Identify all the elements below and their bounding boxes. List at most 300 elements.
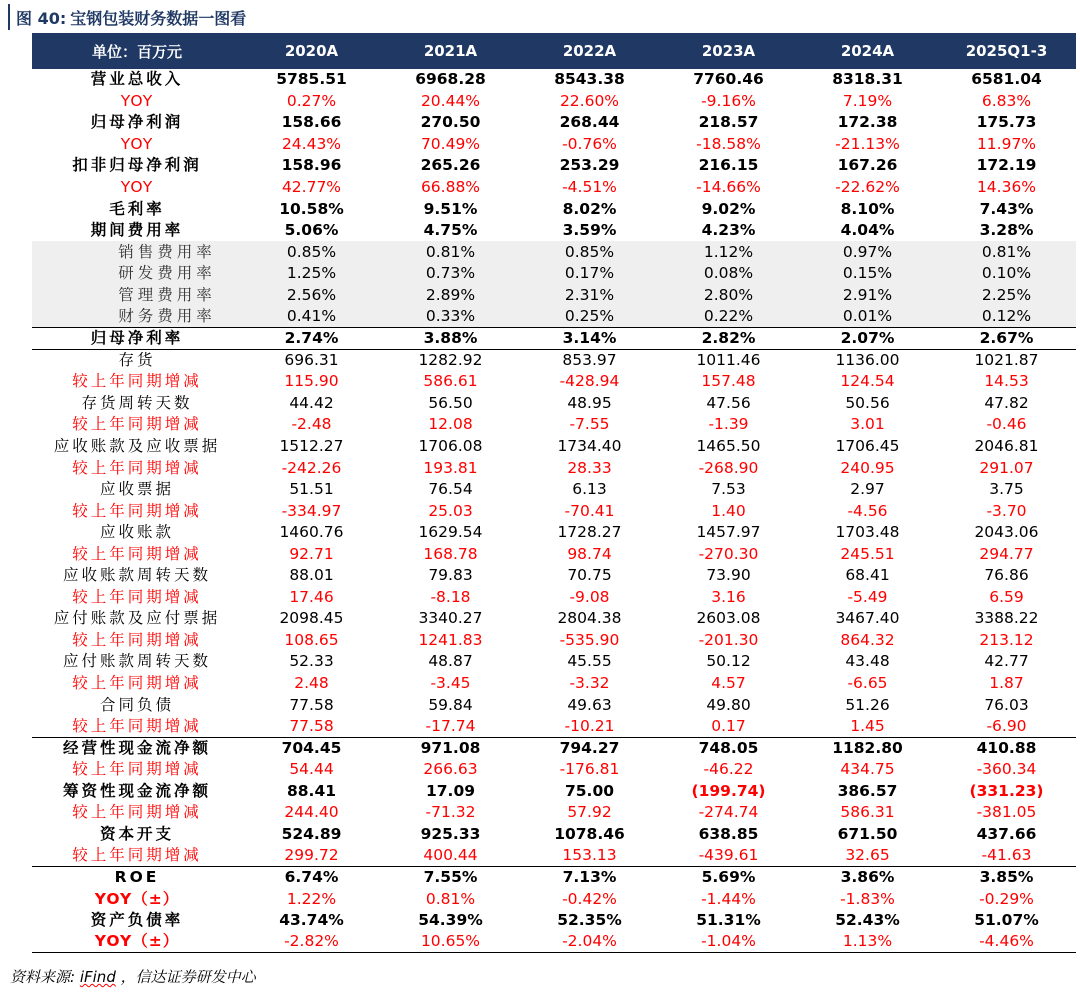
- cell-value: 434.75: [840, 760, 895, 779]
- header-2025q1-3: 2025Q1-3: [965, 42, 1048, 60]
- cell-value: 3.16: [711, 587, 746, 606]
- cell-value: 244.40: [284, 803, 339, 822]
- row-label: 较上年同期增减: [72, 630, 202, 649]
- table-row: [32, 177, 1076, 199]
- cell-value: 266.63: [423, 760, 478, 779]
- cell-value: 158.96: [281, 156, 342, 175]
- table-row: [32, 824, 1076, 846]
- cell-value: -21.13%: [835, 134, 900, 153]
- table-row: [32, 867, 1076, 889]
- row-label: 资本开支: [99, 824, 174, 843]
- row-label: ROE: [114, 868, 160, 887]
- cell-value: -7.55: [569, 415, 610, 434]
- cell-value: 437.66: [976, 824, 1037, 843]
- cell-value: 1460.76: [279, 523, 344, 542]
- cell-value: -4.51%: [562, 178, 617, 196]
- cell-value: 157.48: [701, 372, 756, 391]
- cell-value: 671.50: [837, 824, 898, 843]
- cell-value: 56.50: [428, 393, 473, 412]
- cell-value: 79.83: [428, 566, 473, 585]
- cell-value: 3.75: [989, 480, 1024, 499]
- cell-value: 167.26: [837, 156, 898, 175]
- cell-value: 168.78: [423, 544, 478, 563]
- table-row: [32, 134, 1076, 156]
- cell-value: 48.95: [567, 393, 612, 412]
- cell-value: 50.56: [845, 393, 890, 412]
- cell-value: 76.54: [428, 480, 473, 499]
- table-row: [32, 759, 1076, 781]
- row-label: 资产负债率: [90, 911, 184, 930]
- row-label: 存货: [118, 351, 156, 370]
- cell-value: 971.08: [420, 738, 481, 757]
- cell-value: 216.15: [698, 156, 759, 175]
- cell-value: -3.32: [569, 674, 610, 693]
- cell-value: 291.07: [979, 458, 1034, 477]
- cell-value: 75.00: [564, 781, 615, 800]
- cell-value: 3.88%: [381, 328, 520, 350]
- cell-value: 925.33: [420, 824, 481, 843]
- cell-value: 2046.81: [974, 437, 1039, 456]
- row-label: 销售费用率: [32, 241, 242, 263]
- cell-value: 696.31: [284, 351, 339, 370]
- cell-value: 2.97: [850, 480, 885, 499]
- cell-value: -2.04%: [520, 931, 659, 953]
- cell-value: 0.12%: [937, 306, 1076, 328]
- cell-value: 6.74%: [284, 868, 339, 887]
- table-row: [32, 350, 1076, 372]
- cell-value: 0.22%: [659, 306, 798, 328]
- cell-value: 3467.40: [835, 609, 900, 628]
- cell-value: -0.42%: [562, 889, 617, 908]
- cell-value: -3.70: [986, 501, 1027, 520]
- table-row: [32, 910, 1076, 932]
- table-row: [32, 198, 1076, 220]
- cell-value: -71.32: [425, 803, 476, 822]
- cell-value: 7760.46: [693, 70, 764, 89]
- cell-value: 748.05: [698, 738, 759, 757]
- cell-value: 0.81%: [425, 889, 476, 908]
- cell-value: 7.13%: [562, 868, 617, 887]
- cell-value: 124.54: [840, 372, 895, 391]
- cell-value: 98.74: [567, 544, 612, 563]
- cell-value: 0.85%: [242, 241, 381, 263]
- cell-value: 51.26: [845, 695, 890, 714]
- figure-title-text: 宝钢包装财务数据一图看: [70, 8, 247, 28]
- row-label: 归母净利润: [90, 113, 184, 132]
- financial-table-container: [32, 33, 1076, 953]
- cell-value: -6.90: [937, 716, 1076, 738]
- cell-value: 1.40: [711, 501, 746, 520]
- cell-value: 638.85: [698, 824, 759, 843]
- table-row: [32, 888, 1076, 910]
- cell-value: -381.05: [976, 803, 1037, 822]
- cell-value: 3.85%: [979, 868, 1034, 887]
- cell-value: 14.36%: [976, 178, 1037, 196]
- row-label: YOY: [120, 134, 154, 153]
- cell-value: 1.22%: [286, 889, 337, 908]
- cell-value: 52.33: [289, 652, 334, 671]
- cell-value: 1.45: [798, 716, 937, 738]
- cell-value: 5.69%: [701, 868, 756, 887]
- cell-value: 0.81%: [937, 241, 1076, 263]
- cell-value: 8543.38: [554, 70, 625, 89]
- cell-value: 2.48: [294, 674, 329, 693]
- cell-value: 3.59%: [562, 221, 617, 240]
- cell-value: -274.74: [698, 803, 759, 822]
- cell-value: -535.90: [559, 630, 620, 649]
- cell-value: -2.48: [291, 415, 332, 434]
- source-prefix: 资料来源:: [10, 968, 76, 986]
- cell-value: 42.77%: [281, 178, 342, 196]
- source-note: [10, 966, 256, 987]
- cell-value: -201.30: [698, 630, 759, 649]
- cell-value: 22.60%: [559, 91, 620, 110]
- row-label: 筹资性现金流净额: [62, 781, 211, 800]
- cell-value: 0.85%: [520, 241, 659, 263]
- table-row: [32, 112, 1076, 134]
- cell-value: 1241.83: [418, 630, 483, 649]
- cell-value: -360.34: [976, 760, 1037, 779]
- table-body: [32, 69, 1076, 953]
- table-row: [32, 220, 1076, 242]
- cell-value: 92.71: [289, 544, 334, 563]
- row-label: 较上年同期增减: [72, 501, 202, 520]
- cell-value: -18.58%: [696, 134, 761, 153]
- cell-value: 47.82: [984, 393, 1029, 412]
- cell-value: 7.53: [711, 480, 746, 499]
- cell-value: 0.41%: [242, 306, 381, 328]
- cell-value: 3.01: [850, 415, 885, 434]
- table-row: [32, 673, 1076, 695]
- cell-value: 52.35%: [557, 911, 622, 930]
- cell-value: 10.65%: [381, 931, 520, 953]
- cell-value: 73.90: [706, 566, 751, 585]
- row-label: YOY（±）: [94, 889, 180, 908]
- cell-value: -6.65: [847, 674, 888, 693]
- cell-value: 0.33%: [381, 306, 520, 328]
- table-row: [32, 737, 1076, 759]
- row-label: 毛利率: [109, 199, 165, 218]
- header-2023a: 2023A: [701, 42, 756, 60]
- cell-value: 7.19%: [842, 91, 893, 110]
- table-row: [32, 522, 1076, 544]
- table-row: [32, 500, 1076, 522]
- cell-value: 386.57: [837, 781, 898, 800]
- header-2020a: 2020A: [284, 42, 339, 60]
- cell-value: 1021.87: [974, 351, 1039, 370]
- header-2024a: 2024A: [840, 42, 895, 60]
- cell-value: 1703.48: [835, 523, 900, 542]
- row-label: 较上年同期增减: [72, 372, 202, 391]
- table-row: [32, 306, 1076, 328]
- table-row: [32, 630, 1076, 652]
- cell-value: 6968.28: [415, 70, 486, 89]
- table-row: [32, 241, 1076, 263]
- table-row: [32, 565, 1076, 587]
- cell-value: 70.75: [567, 566, 612, 585]
- cell-value: 6581.04: [971, 70, 1042, 89]
- cell-value: 43.48: [845, 652, 890, 671]
- row-label: 较上年同期增减: [32, 845, 242, 867]
- row-label: 期间费用率: [90, 221, 184, 240]
- cell-value: 2.74%: [242, 328, 381, 350]
- cell-value: 50.12: [706, 652, 751, 671]
- row-label: 较上年同期增减: [72, 544, 202, 563]
- cell-value: 1.25%: [242, 263, 381, 285]
- cell-value: 49.63: [567, 695, 612, 714]
- cell-value: 49.80: [706, 695, 751, 714]
- cell-value: 400.44: [381, 845, 520, 867]
- cell-value: -8.18: [430, 587, 471, 606]
- cell-value: 8.10%: [840, 199, 895, 218]
- cell-value: 3.14%: [520, 328, 659, 350]
- table-row: [32, 155, 1076, 177]
- cell-value: (199.74): [691, 781, 766, 800]
- cell-value: -5.49: [847, 587, 888, 606]
- cell-value: -17.74: [381, 716, 520, 738]
- cell-value: -41.63: [937, 845, 1076, 867]
- cell-value: 2043.06: [974, 523, 1039, 542]
- cell-value: 1011.46: [696, 351, 761, 370]
- cell-value: 6.83%: [981, 91, 1032, 110]
- cell-value: 1706.08: [418, 437, 483, 456]
- row-label: 应收账款周转天数: [62, 566, 211, 585]
- cell-value: 0.25%: [520, 306, 659, 328]
- cell-value: 4.04%: [840, 221, 895, 240]
- cell-value: -242.26: [281, 458, 342, 477]
- cell-value: 268.44: [559, 113, 620, 132]
- cell-value: 51.31%: [696, 911, 761, 930]
- cell-value: -4.56: [847, 501, 888, 520]
- cell-value: -270.30: [698, 544, 759, 563]
- cell-value: 54.44: [289, 760, 334, 779]
- table-row: [32, 543, 1076, 565]
- cell-value: 1465.50: [696, 437, 761, 456]
- cell-value: 794.27: [559, 738, 620, 757]
- cell-value: 853.97: [562, 351, 617, 370]
- cell-value: 17.46: [289, 587, 334, 606]
- cell-value: 3340.27: [418, 609, 483, 628]
- table-row: [32, 436, 1076, 458]
- cell-value: 158.66: [281, 113, 342, 132]
- cell-value: 3388.22: [974, 609, 1039, 628]
- row-label: 经营性现金流净额: [62, 738, 211, 757]
- row-label: YOY: [120, 178, 154, 196]
- cell-value: -439.61: [659, 845, 798, 867]
- row-label: 存货周转天数: [81, 393, 193, 412]
- cell-value: (331.23): [969, 781, 1044, 800]
- cell-value: -22.62%: [835, 178, 900, 196]
- cell-value: 2.80%: [659, 284, 798, 306]
- cell-value: 76.86: [984, 566, 1029, 585]
- table-row: [32, 931, 1076, 953]
- cell-value: 4.23%: [701, 221, 756, 240]
- cell-value: -70.41: [564, 501, 615, 520]
- row-label: 营业总收入: [90, 70, 184, 89]
- cell-value: 2.67%: [937, 328, 1076, 350]
- cell-value: 51.07%: [974, 911, 1039, 930]
- table-row: [32, 716, 1076, 738]
- table-row: [32, 263, 1076, 285]
- cell-value: 2098.45: [279, 609, 344, 628]
- row-label: 应付账款及应付票据: [53, 609, 221, 628]
- cell-value: 218.57: [698, 113, 759, 132]
- cell-value: 193.81: [423, 458, 478, 477]
- cell-value: 2.91%: [798, 284, 937, 306]
- cell-value: -1.83%: [840, 889, 895, 908]
- cell-value: 1282.92: [418, 351, 483, 370]
- source-ifind: iFind: [79, 968, 116, 986]
- cell-value: 3.86%: [840, 868, 895, 887]
- cell-value: 88.41: [286, 781, 337, 800]
- cell-value: -10.21: [520, 716, 659, 738]
- cell-value: 172.38: [837, 113, 898, 132]
- row-label: 较上年同期增减: [72, 803, 202, 822]
- cell-value: 2.07%: [798, 328, 937, 350]
- cell-value: 6.59: [989, 587, 1024, 606]
- cell-value: 1734.40: [557, 437, 622, 456]
- cell-value: 54.39%: [418, 911, 483, 930]
- cell-value: 7.43%: [979, 199, 1034, 218]
- table-row: [32, 651, 1076, 673]
- cell-value: 9.51%: [423, 199, 478, 218]
- cell-value: 1078.46: [554, 824, 625, 843]
- table-row: [32, 479, 1076, 501]
- table-row: [32, 781, 1076, 803]
- cell-value: -268.90: [698, 458, 759, 477]
- cell-value: 153.13: [520, 845, 659, 867]
- cell-value: 88.01: [289, 566, 334, 585]
- row-label: 扣非归母净利润: [72, 156, 202, 175]
- table-row: [32, 69, 1076, 91]
- cell-value: 864.32: [840, 630, 895, 649]
- row-label: 较上年同期增减: [72, 458, 202, 477]
- cell-value: -1.44%: [701, 889, 756, 908]
- cell-value: 0.17: [659, 716, 798, 738]
- cell-value: 28.33: [567, 458, 612, 477]
- cell-value: 4.57: [711, 674, 746, 693]
- cell-value: 66.88%: [420, 178, 481, 196]
- cell-value: 240.95: [840, 458, 895, 477]
- cell-value: 59.84: [428, 695, 473, 714]
- cell-value: -3.45: [430, 674, 471, 693]
- cell-value: 1.13%: [798, 931, 937, 953]
- cell-value: -14.66%: [696, 178, 761, 196]
- header-unit: 单位：百万元: [91, 42, 182, 61]
- table-row: [32, 371, 1076, 393]
- cell-value: 57.92: [567, 803, 612, 822]
- cell-value: 24.43%: [281, 134, 342, 153]
- cell-value: 0.81%: [381, 241, 520, 263]
- cell-value: 25.03: [428, 501, 473, 520]
- cell-value: 265.26: [420, 156, 481, 175]
- cell-value: 294.77: [979, 544, 1034, 563]
- row-label: 财务费用率: [32, 306, 242, 328]
- cell-value: 1629.54: [418, 523, 483, 542]
- cell-value: -0.46: [986, 415, 1027, 434]
- table-row: [32, 414, 1076, 436]
- cell-value: 1.87: [989, 674, 1024, 693]
- cell-value: 245.51: [840, 544, 895, 563]
- cell-value: 10.58%: [279, 199, 344, 218]
- row-label: 应收账款及应收票据: [53, 437, 221, 456]
- row-label: 归母净利率: [32, 328, 242, 350]
- row-label: 较上年同期增减: [72, 415, 202, 434]
- row-label: 较上年同期增减: [32, 716, 242, 738]
- cell-value: 77.58: [242, 716, 381, 738]
- cell-value: 1136.00: [835, 351, 900, 370]
- cell-value: -0.29%: [979, 889, 1034, 908]
- cell-value: 0.27%: [286, 91, 337, 110]
- table-row: [32, 608, 1076, 630]
- row-label: YOY（±）: [32, 931, 242, 953]
- cell-value: 175.73: [976, 113, 1037, 132]
- cell-value: 8.02%: [562, 199, 617, 218]
- cell-value: 108.65: [284, 630, 339, 649]
- cell-value: 213.12: [979, 630, 1034, 649]
- cell-value: 68.41: [845, 566, 890, 585]
- cell-value: 524.89: [281, 824, 342, 843]
- cell-value: -4.46%: [937, 931, 1076, 953]
- cell-value: 270.50: [420, 113, 481, 132]
- cell-value: 0.15%: [798, 263, 937, 285]
- cell-value: -334.97: [281, 501, 342, 520]
- cell-value: -9.16%: [701, 91, 756, 110]
- cell-value: 2603.08: [696, 609, 761, 628]
- header-2021a: 2021A: [423, 42, 478, 60]
- row-label: 应收票据: [99, 480, 174, 499]
- cell-value: 2.31%: [520, 284, 659, 306]
- row-label: 较上年同期增减: [72, 587, 202, 606]
- cell-value: 77.58: [289, 695, 334, 714]
- table-row: [32, 587, 1076, 609]
- cell-value: 1728.27: [557, 523, 622, 542]
- figure-title: [8, 4, 246, 30]
- cell-value: 32.65: [798, 845, 937, 867]
- cell-value: 3.28%: [979, 221, 1034, 240]
- table-row: [32, 91, 1076, 113]
- cell-value: 47.56: [706, 393, 751, 412]
- cell-value: 48.87: [428, 652, 473, 671]
- row-label: 应付账款周转天数: [62, 652, 211, 671]
- cell-value: 5.06%: [284, 221, 339, 240]
- cell-value: 12.08: [428, 415, 473, 434]
- cell-value: 6.13: [572, 480, 607, 499]
- cell-value: 5785.51: [276, 70, 347, 89]
- cell-value: 1512.27: [279, 437, 344, 456]
- figure-number: 图 40:: [16, 8, 67, 28]
- cell-value: 0.17%: [520, 263, 659, 285]
- header-2022a: 2022A: [562, 42, 617, 60]
- financial-table: [32, 33, 1076, 953]
- cell-value: -1.39: [708, 415, 749, 434]
- cell-value: 20.44%: [420, 91, 481, 110]
- cell-value: 44.42: [289, 393, 334, 412]
- cell-value: 9.02%: [701, 199, 756, 218]
- cell-value: 2.25%: [937, 284, 1076, 306]
- cell-value: 0.08%: [659, 263, 798, 285]
- cell-value: 14.53: [984, 372, 1029, 391]
- cell-value: 1706.45: [835, 437, 900, 456]
- cell-value: 43.74%: [279, 911, 344, 930]
- table-row: [32, 457, 1076, 479]
- cell-value: 586.61: [423, 372, 478, 391]
- cell-value: 704.45: [281, 738, 342, 757]
- cell-value: 115.90: [284, 372, 339, 391]
- table-row: [32, 328, 1076, 350]
- cell-value: 0.73%: [381, 263, 520, 285]
- table-row: [32, 694, 1076, 716]
